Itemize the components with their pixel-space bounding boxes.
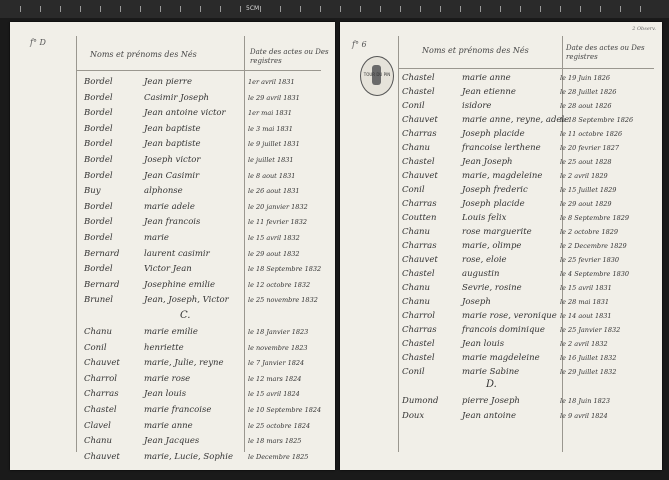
act-date: le 8 aout 1831: [248, 171, 296, 180]
folio-number: f° D: [30, 38, 46, 47]
act-date: le 8 Septembre 1829: [560, 214, 629, 222]
act-date: le 28 aout 1826: [560, 102, 612, 110]
act-date: le 25 fevrier 1830: [560, 256, 620, 264]
given-names: Sevrie, rosine: [462, 283, 522, 293]
section-letter: C.: [180, 310, 191, 321]
given-names: rose, eloie: [462, 255, 507, 265]
surname: Chastel: [402, 353, 435, 363]
surname: Chauvet: [84, 358, 120, 369]
given-names: Josephine emilie: [144, 279, 216, 290]
surname: Bordel: [84, 92, 113, 103]
act-date: le 15 avril 1831: [560, 284, 612, 292]
surname: Chanu: [84, 436, 112, 447]
act-date: le 25 aout 1828: [560, 158, 612, 166]
ruler-tick: [560, 6, 561, 12]
surname: Chanu: [402, 283, 430, 293]
given-names: Jean Joseph: [462, 157, 513, 167]
act-date: le 12 mars 1824: [248, 374, 302, 383]
given-names: Jean baptiste: [144, 123, 201, 134]
section-letter: D.: [486, 379, 497, 390]
ruler-tick: [40, 6, 41, 12]
scale-ruler: [0, 0, 669, 18]
ruler-tick: [320, 6, 321, 12]
act-date: 1er mai 1831: [248, 109, 292, 118]
surname: Chanu: [402, 143, 430, 153]
surname: Chastel: [402, 87, 435, 97]
act-date: le 18 Septembre 1832: [248, 265, 322, 274]
act-date: le 20 fevrier 1827: [560, 144, 620, 152]
surname: Chastel: [402, 73, 435, 83]
ruler-tick: [120, 6, 121, 12]
surname: Conil: [402, 101, 425, 111]
surname: Chauvet: [402, 115, 438, 125]
surname: Bordel: [84, 155, 113, 165]
names-column-header: Noms et prénoms des Nés: [422, 46, 529, 55]
surname: Buy: [84, 186, 101, 197]
act-date: le 29 aout 1829: [560, 200, 612, 208]
right-page: [340, 22, 662, 470]
ruler-tick: [460, 6, 461, 12]
given-names: Jean louis: [144, 389, 187, 400]
act-date: le 14 aout 1831: [560, 312, 612, 320]
given-names: marie rose: [144, 373, 191, 384]
given-names: Jean Jacques: [144, 436, 200, 447]
given-names: Louis felix: [462, 213, 507, 223]
act-date: le 15 avril 1824: [248, 390, 300, 399]
surname: Bernard: [84, 248, 120, 259]
surname: Chastel: [84, 405, 117, 415]
given-names: marie rose, veronique: [462, 311, 557, 321]
ruler-tick: [600, 6, 601, 12]
ruler-tick: [300, 6, 301, 12]
dates-column-header: Date des actes ou Des registres: [250, 48, 329, 65]
surname: Clavel: [84, 420, 111, 431]
header-divider: [76, 70, 321, 71]
header-divider: [398, 68, 654, 69]
act-date: le 12 octobre 1832: [248, 280, 311, 289]
given-names: augustin: [462, 269, 500, 279]
act-date: le 29 aout 1832: [248, 249, 300, 258]
ruler-tick: [260, 6, 261, 12]
ruler-tick: [200, 6, 201, 12]
ruler-tick: [180, 6, 181, 12]
act-date: le 18 Janvier 1823: [248, 328, 309, 336]
surname: Bordel: [84, 139, 113, 150]
act-date: le 11 octobre 1826: [560, 130, 623, 138]
act-date: le 16 Juillet 1832: [560, 354, 617, 362]
given-names: marie, magdeleine: [462, 171, 543, 181]
given-names: francoise lerthene: [462, 143, 541, 153]
act-date: le 18 Septembre 1826: [560, 116, 634, 124]
register-entry: [84, 292, 324, 310]
act-date: le 2 avril 1829: [560, 172, 608, 180]
act-date: le 7 Janvier 1824: [248, 359, 305, 368]
ruler-tick: [500, 6, 501, 12]
surname: Conil: [402, 185, 425, 195]
surname: Brunel: [84, 295, 114, 306]
names-column-header: Noms et prénoms des Nés: [90, 50, 197, 59]
surname: Bernard: [84, 279, 120, 290]
act-date: le 9 juillet 1831: [248, 140, 300, 149]
act-date: le 3 mai 1831: [248, 124, 293, 133]
surname: Chastel: [402, 339, 435, 349]
surname: Charras: [402, 325, 437, 335]
given-names: marie, Lucie, Sophie: [144, 451, 233, 462]
given-names: Jean etienne: [462, 87, 516, 97]
given-names: Joseph placide: [462, 129, 525, 139]
given-names: Jean, Joseph, Victor: [144, 295, 229, 306]
surname: Conil: [402, 367, 425, 377]
ruler-tick: [340, 6, 341, 12]
ruler-tick: [80, 6, 81, 12]
given-names: isidore: [462, 101, 492, 111]
given-names: Joseph: [462, 297, 491, 307]
act-date: le 28 Juillet 1826: [560, 88, 617, 96]
surname: Bordel: [84, 233, 113, 243]
act-date: le 15 Juillet 1829: [560, 186, 617, 194]
act-date: le 29 Juillet 1832: [560, 368, 617, 376]
act-date: le 18 mars 1825: [248, 437, 302, 446]
surname: Chastel: [402, 157, 435, 167]
surname: Charras: [84, 389, 119, 400]
ruler-tick: [540, 6, 541, 12]
surname: Charrol: [84, 373, 118, 384]
act-date: le novembre 1823: [248, 343, 308, 352]
given-names: Jean antoine victor: [144, 108, 226, 119]
given-names: rose marguerite: [462, 227, 532, 237]
given-names: marie, olimpe: [462, 241, 522, 251]
surname: Chauvet: [402, 171, 438, 181]
surname: Bordel: [84, 264, 113, 275]
given-names: marie anne: [462, 73, 511, 83]
given-names: marie magdeleine: [462, 353, 540, 363]
margin-note: 2 Observ.: [632, 26, 656, 32]
surname: Charrol: [402, 311, 436, 321]
surname: Doux: [402, 410, 425, 421]
surname: Coutten: [402, 213, 437, 223]
act-date: le 2 Decembre 1829: [560, 242, 627, 250]
given-names: Victor Jean: [144, 264, 192, 275]
given-names: Jean louis: [462, 339, 505, 349]
act-date: le 28 mai 1831: [560, 298, 610, 306]
ruler-tick: [580, 6, 581, 12]
act-date: 1er avril 1831: [248, 78, 295, 86]
register-entry: [84, 449, 324, 467]
given-names: laurent casimir: [144, 248, 210, 259]
act-date: le 10 Septembre 1824: [248, 406, 322, 414]
surname: Bordel: [84, 217, 113, 228]
given-names: marie: [144, 233, 169, 243]
ruler-tick: [220, 6, 221, 12]
act-date: le 9 avril 1824: [560, 411, 608, 420]
given-names: marie anne, reyne, adele: [462, 115, 570, 125]
given-names: marie Sabine: [462, 367, 520, 377]
surname: Bordel: [84, 201, 113, 212]
act-date: le 19 Juin 1826: [560, 74, 610, 82]
given-names: Jean Casimir: [144, 170, 200, 181]
surname: Chanu: [402, 297, 430, 307]
surname: Charras: [402, 129, 437, 139]
dates-column-header: Date des actes ou Des registres: [566, 44, 645, 61]
surname: Bordel: [84, 123, 113, 134]
ruler-tick: [480, 6, 481, 12]
surname: Bordel: [84, 77, 113, 87]
ruler-tick: [60, 6, 61, 12]
given-names: Jean baptiste: [144, 139, 201, 150]
given-names: pierre Joseph: [462, 396, 520, 406]
ruler-tick: [520, 6, 521, 12]
act-date: le 2 octobre 1829: [560, 228, 618, 236]
act-date: le 11 fevrier 1832: [248, 218, 308, 227]
surname: Charras: [402, 241, 437, 251]
given-names: marie, Julie, reyne: [144, 358, 224, 369]
act-date: le 29 avril 1831: [248, 93, 300, 102]
archive-stamp: [360, 56, 394, 96]
ruler-tick: [360, 6, 361, 12]
ruler-tick: [140, 6, 141, 12]
folio-number: f° 6: [352, 40, 367, 49]
given-names: marie adele: [144, 201, 195, 212]
column-divider: [76, 36, 77, 452]
surname: Bordel: [84, 170, 113, 181]
ruler-tick: [400, 6, 401, 12]
ruler-tick: [20, 6, 21, 12]
act-date: le 15 avril 1832: [248, 234, 300, 242]
ruler-label: 5CM: [246, 5, 260, 12]
surname: Chanu: [84, 327, 112, 337]
act-date: le 4 Septembre 1830: [560, 270, 629, 278]
act-date: le juillet 1831: [248, 156, 294, 164]
given-names: Jean francois: [144, 217, 201, 228]
surname: Charras: [402, 199, 437, 209]
register-entry: [402, 364, 657, 382]
register-entry: [402, 408, 657, 426]
given-names: Joseph victor: [144, 155, 201, 165]
surname: Chauvet: [84, 451, 120, 462]
given-names: Joseph placide: [462, 199, 525, 209]
given-names: marie francoise: [144, 405, 212, 415]
given-names: Joseph frederic: [462, 185, 528, 195]
given-names: Jean pierre: [144, 77, 193, 87]
column-divider: [398, 36, 399, 452]
surname: Dumond: [402, 396, 439, 406]
ruler-tick: [640, 6, 641, 12]
ruler-tick: [620, 6, 621, 12]
ruler-tick: [420, 6, 421, 12]
left-page: [10, 22, 335, 470]
ruler-tick: [280, 6, 281, 12]
given-names: marie anne: [144, 420, 193, 431]
act-date: le 18 Juin 1823: [560, 397, 610, 405]
act-date: le Decembre 1825: [248, 452, 309, 461]
ruler-tick: [440, 6, 441, 12]
surname: Chastel: [402, 269, 435, 279]
act-date: le 25 Janvier 1832: [560, 326, 621, 334]
given-names: Casimir Joseph: [144, 92, 210, 103]
surname: Bordel: [84, 108, 113, 119]
surname: Chanu: [402, 227, 430, 237]
given-names: Jean antoine: [462, 410, 516, 421]
act-date: le 2 avril 1832: [560, 340, 608, 348]
surname: Chauvet: [402, 255, 438, 265]
given-names: francois dominique: [462, 325, 545, 335]
ruler-tick: [240, 6, 241, 12]
given-names: alphonse: [144, 186, 183, 197]
stamp-text: TOUR DU PIN: [363, 72, 391, 77]
act-date: le 25 octobre 1824: [248, 421, 311, 430]
act-date: le 25 novembre 1832: [248, 296, 318, 305]
ruler-tick: [100, 6, 101, 12]
given-names: marie emilie: [144, 327, 198, 337]
ruler-tick: [160, 6, 161, 12]
ruler-tick: [380, 6, 381, 12]
surname: Conil: [84, 342, 107, 353]
given-names: henriette: [144, 342, 184, 353]
act-date: le 26 aout 1831: [248, 187, 300, 196]
act-date: le 20 janvier 1832: [248, 202, 308, 211]
